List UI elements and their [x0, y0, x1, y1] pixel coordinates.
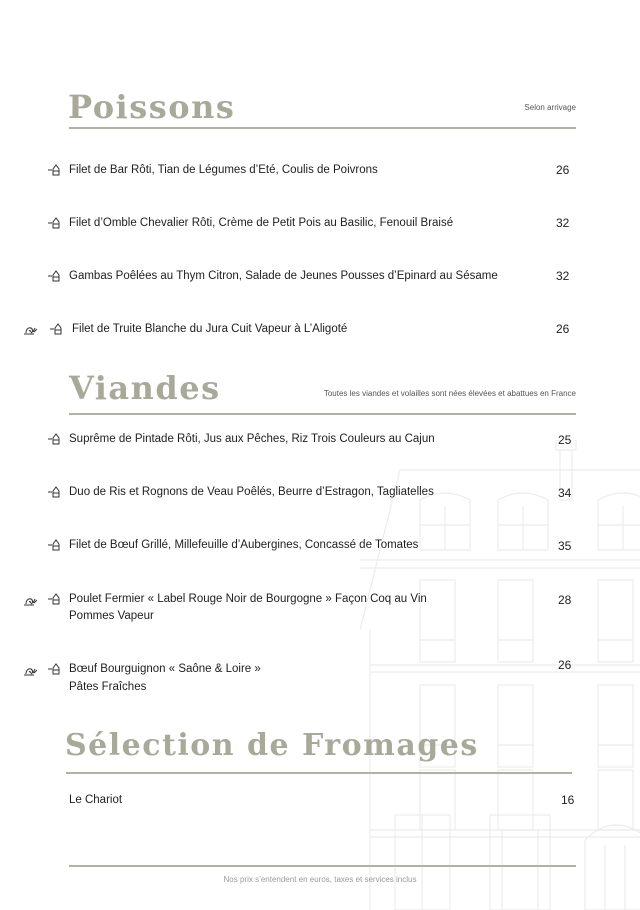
item-price: 16 — [561, 793, 575, 807]
homemade-icon — [48, 270, 62, 282]
item-name: Suprême de Pintade Rôti, Jus aux Pêches, Riz Trois Couleurs au Cajun — [69, 433, 435, 445]
homemade-icon — [48, 164, 62, 176]
section-divider — [69, 127, 576, 129]
homemade-icon — [48, 663, 62, 675]
item-price: 32 — [556, 269, 570, 283]
homemade-icon — [48, 217, 62, 229]
item-price: 26 — [558, 658, 572, 672]
snail-icon — [23, 594, 37, 606]
item-name: Bœuf Bourguignon « Saône & Loire » — [69, 663, 261, 675]
section-divider — [66, 772, 572, 774]
item-price: 34 — [558, 486, 572, 500]
homemade-icon — [48, 433, 62, 445]
homemade-icon — [50, 323, 64, 335]
item-name: Le Chariot — [69, 794, 123, 806]
item-name: Filet de Bœuf Grillé, Millefeuille d’Aubergines, Concassé de Tomates — [69, 539, 419, 551]
item-price: 25 — [558, 433, 572, 447]
item-price: 26 — [556, 163, 570, 177]
item-price: 32 — [556, 216, 570, 230]
snail-icon — [23, 664, 37, 676]
item-name: Filet de Truite Blanche du Jura Cuit Vapeur à L’Aligoté — [72, 323, 348, 335]
homemade-icon — [48, 593, 62, 605]
item-name: Poulet Fermier « Label Rouge Noir de Bourgogne » Façon Coq au Vin — [69, 593, 427, 605]
section-title: Sélection de Fromages — [65, 728, 479, 763]
item-name: Filet d’Omble Chevalier Rôti, Crème de Petit Pois au Basilic, Fenouil Braisé — [69, 217, 454, 229]
item-price: 26 — [556, 322, 570, 336]
section-note: Selon arrivage — [524, 103, 576, 112]
item-name-line2: Pâtes Fraîches — [69, 681, 147, 693]
section-title: Viandes — [69, 369, 221, 407]
footer-note: Nos prix s’entendent en euros, taxes et services inclus — [223, 875, 417, 884]
homemade-icon — [48, 486, 62, 498]
item-price: 28 — [558, 593, 572, 607]
section-title: Poissons — [68, 88, 236, 126]
building-illustration — [360, 440, 640, 910]
snail-icon — [23, 323, 37, 335]
item-name: Filet de Bar Rôti, Tian de Légumes d’Eté, Coulis de Poivrons — [69, 164, 378, 176]
item-name: Duo de Ris et Rognons de Veau Poêlés, Beurre d’Estragon, Tagliatelles — [69, 486, 434, 498]
homemade-icon — [48, 539, 62, 551]
section-divider — [69, 413, 576, 415]
item-price: 35 — [558, 539, 572, 553]
footer-divider — [69, 865, 576, 867]
section-note: Toutes les viandes et volailles sont nées élevées et abattues en France — [323, 389, 576, 398]
item-name-line2: Pommes Vapeur — [69, 610, 154, 622]
item-name: Gambas Poêlées au Thym Citron, Salade de Jeunes Pousses d’Epinard au Sésame — [69, 270, 498, 282]
